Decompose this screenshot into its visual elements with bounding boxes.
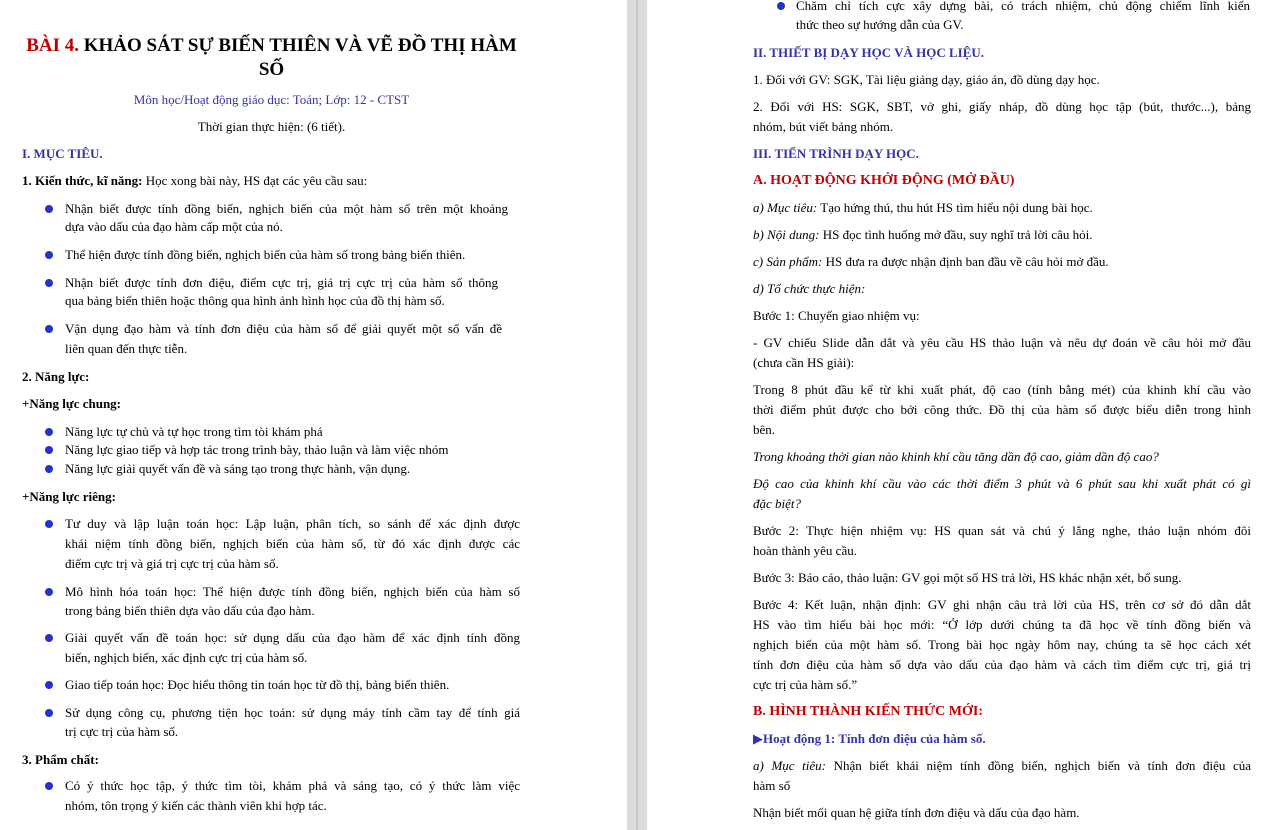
activity-objective-text: Nhận biết khái niệm tính đồng biến, nghịch biến và tính đơn điệu của bbox=[825, 758, 1251, 773]
lesson-title-text: KHẢO SÁT SỰ BIẾN THIÊN VÀ VẼ ĐỒ THỊ HÀM bbox=[83, 35, 517, 56]
qualities-heading: 3. Phẩm chất: bbox=[22, 752, 99, 767]
activity-1-objective-a bbox=[753, 757, 1251, 775]
equipment-student-b: nhóm, bút viết bảng nhóm. bbox=[753, 119, 894, 134]
section-warmup: A. HOẠT ĐỘNG KHỞI ĐỘNG (MỞ ĐẦU) bbox=[753, 173, 1015, 188]
knowledge-label: 1. Kiến thức, kĩ năng: bbox=[22, 173, 143, 188]
warmup-objective bbox=[753, 199, 1093, 217]
specific-competency-heading: +Năng lực riêng: bbox=[22, 489, 116, 504]
specific-item-3b: biến, nghịch biến, xác định cực trị của hàm số. bbox=[65, 650, 308, 665]
subject-line: Môn học/Hoạt động giáo dục: Toán; Lớp: 12 - CTST bbox=[133, 92, 410, 107]
lesson-number: BÀI 4. bbox=[26, 35, 79, 56]
product-label: c) Sản phẩm: bbox=[753, 254, 823, 269]
teacher-slide-a: - GV chiếu Slide dẫn dắt và yêu cầu HS thảo luận và nêu dự đoán về câu hỏi mở đầu bbox=[753, 335, 1251, 350]
step-3: Bước 3: Báo cáo, thảo luận: GV gọi một số HS trả lời, HS khác nhận xét, bổ sung. bbox=[753, 570, 1182, 585]
quality-item-2a: Chăm chỉ tích cực xây dựng bài, có trách nhiệm, chủ động chiếm lĩnh kiến bbox=[796, 0, 1250, 13]
bullet-icon bbox=[45, 251, 53, 259]
knowledge-item-3a: Nhận biết được tính đơn điệu, điểm cực trị, giá trị cực trị của hàm số thông bbox=[65, 275, 498, 290]
step-4c: nghịch biến của một hàm số. Trong bài học ngày hôm nay, chúng ta sẽ học cách xét bbox=[753, 637, 1251, 652]
specific-item-1a: Tư duy và lập luận toán học: Lập luận, phân tích, so sánh để xác định được bbox=[65, 516, 520, 531]
warmup-product bbox=[753, 253, 1109, 271]
step-4d: tính đơn điệu của hàm số dựa vào dấu của đạo hàm và cách tìm điểm cực trị, giá trị bbox=[753, 657, 1251, 672]
bullet-icon bbox=[45, 709, 53, 717]
bullet-icon bbox=[45, 465, 53, 473]
specific-item-1c: điểm cực trị và giá trị cực trị của hàm số. bbox=[65, 556, 279, 571]
bullet-icon bbox=[45, 782, 53, 790]
step-2a: Bước 2: Thực hiện nhiệm vụ: HS quan sát và chú ý lắng nghe, thảo luận nhóm đôi bbox=[753, 523, 1251, 538]
question-2a: Độ cao của khinh khí cầu vào các thời điểm 3 phút và 6 phút sau khi xuất phát có gì bbox=[753, 476, 1251, 491]
question-2b: đặc biệt? bbox=[753, 496, 802, 511]
section-process: III. TIẾN TRÌNH DẠY HỌC. bbox=[753, 146, 919, 161]
bullet-icon bbox=[45, 588, 53, 596]
general-item-1: Năng lực tự chủ và tự học trong tìm tòi khám phá bbox=[65, 424, 323, 439]
specific-item-1b: khái niệm tính đồng biến, nghịch biến của hàm số, từ đó xác định được các bbox=[65, 536, 520, 551]
section-objectives: I. MỤC TIÊU. bbox=[22, 146, 103, 161]
problem-text-a: Trong 8 phút đầu kể từ khi xuất phát, độ cao (tính bằng mét) của khinh khí cầu vào bbox=[753, 382, 1251, 397]
activity-1-objective-b: hàm số bbox=[753, 778, 791, 793]
section-equipment: II. THIẾT BỊ DẠY HỌC VÀ HỌC LIỆU. bbox=[753, 45, 985, 60]
quality-item-1a: Có ý thức học tập, ý thức tìm tòi, khám phá và sáng tạo, có ý thức làm việc bbox=[65, 778, 520, 793]
knowledge-heading bbox=[22, 172, 367, 190]
page-divider bbox=[636, 0, 638, 830]
specific-item-5a: Sử dụng công cụ, phương tiện học toán: sử dụng máy tính cầm tay để tính giá bbox=[65, 705, 520, 720]
general-competency-heading: +Năng lực chung: bbox=[22, 396, 121, 411]
bullet-icon bbox=[45, 325, 53, 333]
step-4b: HS vào tìm hiểu bài học mới: “Ở lớp dưới chúng ta đã học về tính đồng biến và bbox=[753, 617, 1251, 632]
specific-item-3a: Giải quyết vấn đề toán học: sử dụng dấu của đạo hàm để xác định tính đồng bbox=[65, 630, 520, 645]
warmup-content bbox=[753, 226, 1092, 244]
knowledge-item-4b: liên quan đến thực tiễn. bbox=[65, 341, 188, 356]
knowledge-item-1a: Nhận biết được tính đồng biến, nghịch biến của một hàm số trên một khoảng bbox=[65, 201, 508, 216]
knowledge-text: Học xong bài này, HS đạt các yêu cầu sau: bbox=[142, 173, 368, 188]
specific-item-2a: Mô hình hóa toán học: Thể hiện được tính đồng biến, nghịch biến của hàm số bbox=[65, 584, 520, 599]
activity-objective-label: a) Mục tiêu: bbox=[753, 758, 826, 773]
step-4a: Bước 4: Kết luận, nhận định: GV ghi nhận câu trả lời của HS, trên cơ sở đó dẫn dắt bbox=[753, 597, 1251, 612]
objective-text: Tạo hứng thú, thu hút HS tìm hiểu nội dung bài học. bbox=[817, 200, 1093, 215]
bullet-icon bbox=[45, 279, 53, 287]
document-page-left bbox=[0, 0, 627, 830]
lesson-title-line2: SỐ bbox=[258, 59, 285, 80]
document-page-right bbox=[647, 0, 1262, 830]
objective-label: a) Mục tiêu: bbox=[753, 200, 818, 215]
question-1: Trong khoảng thời gian nào khinh khí cầu tăng dần độ cao, giảm dần độ cao? bbox=[753, 449, 1159, 464]
general-item-2: Năng lực giao tiếp và hợp tác trong trình bày, thảo luận và làm việc nhóm bbox=[65, 442, 449, 457]
lesson-title-line1 bbox=[0, 33, 543, 59]
equipment-student-a: 2. Đối với HS: SGK, SBT, vở ghi, giấy nháp, đồ dùng học tập (bút, thước...), bảng bbox=[753, 99, 1251, 114]
knowledge-item-3b: qua bảng biến thiên hoặc thông qua hình ảnh hình học của đồ thị hàm số. bbox=[65, 293, 445, 308]
step-1: Bước 1: Chuyển giao nhiệm vụ: bbox=[753, 308, 920, 323]
bullet-icon bbox=[45, 681, 53, 689]
competency-heading: 2. Năng lực: bbox=[22, 369, 90, 384]
bullet-icon bbox=[45, 205, 53, 213]
product-text: HS đưa ra được nhận định ban đầu về câu hỏi mở đầu. bbox=[822, 254, 1109, 269]
specific-item-5b: trị cực trị của hàm số. bbox=[65, 724, 179, 739]
specific-item-2b: trong bảng biến thiên dựa vào dấu của đạo hàm. bbox=[65, 603, 315, 618]
general-item-3: Năng lực giải quyết vấn đề và sáng tạo trong thực hành, vận dụng. bbox=[65, 461, 411, 476]
duration-line: Thời gian thực hiện: (6 tiết). bbox=[197, 119, 346, 134]
knowledge-item-4a: Vận dụng đạo hàm và tính đơn điệu của hàm số để giải quyết một số vấn đề bbox=[65, 321, 502, 336]
activity-1-relation: Nhận biết mối quan hệ giữa tính đơn điệu và dấu của đạo hàm. bbox=[753, 805, 1080, 820]
equipment-teacher: 1. Đối với GV: SGK, Tài liệu giảng dạy, giáo án, đồ dùng dạy học. bbox=[753, 72, 1100, 87]
quality-item-1b: nhóm, tôn trọng ý kiến các thành viên khi hợp tác. bbox=[65, 798, 327, 813]
teacher-slide-b: (chưa cần HS giải): bbox=[753, 355, 855, 370]
bullet-icon bbox=[45, 446, 53, 454]
bullet-icon bbox=[777, 2, 785, 10]
content-text: HS đọc tình huống mở đầu, suy nghĩ trả lời câu hỏi. bbox=[819, 227, 1093, 242]
bullet-icon bbox=[45, 428, 53, 436]
content-label: b) Nội dung: bbox=[753, 227, 820, 242]
problem-text-c: bên. bbox=[753, 422, 776, 437]
bullet-icon bbox=[45, 634, 53, 642]
bullet-icon bbox=[45, 520, 53, 528]
knowledge-item-1b: dựa vào dấu của đạo hàm cấp một của nó. bbox=[65, 219, 283, 234]
problem-text-b: thời điểm phút được cho bởi công thức. Đồ thị của hàm số được biểu diễn trong hình bbox=[753, 402, 1251, 417]
warmup-organization: d) Tổ chức thực hiện: bbox=[753, 281, 866, 296]
activity-1-heading: ▶Hoạt động 1: Tính đơn điệu của hàm số. bbox=[753, 731, 986, 746]
specific-item-4: Giao tiếp toán học: Đọc hiểu thông tin toán học từ đồ thị, bảng biến thiên. bbox=[65, 677, 450, 692]
knowledge-item-2: Thể hiện được tính đồng biến, nghịch biến của hàm số trong bảng biến thiên. bbox=[65, 247, 466, 262]
section-new-knowledge: B. HÌNH THÀNH KIẾN THỨC MỚI: bbox=[753, 704, 983, 719]
step-2b: hoàn thành yêu cầu. bbox=[753, 543, 857, 558]
step-4e: cực trị của hàm số.” bbox=[753, 677, 858, 692]
quality-item-2b: thức theo sự hướng dẫn của GV. bbox=[796, 17, 964, 32]
